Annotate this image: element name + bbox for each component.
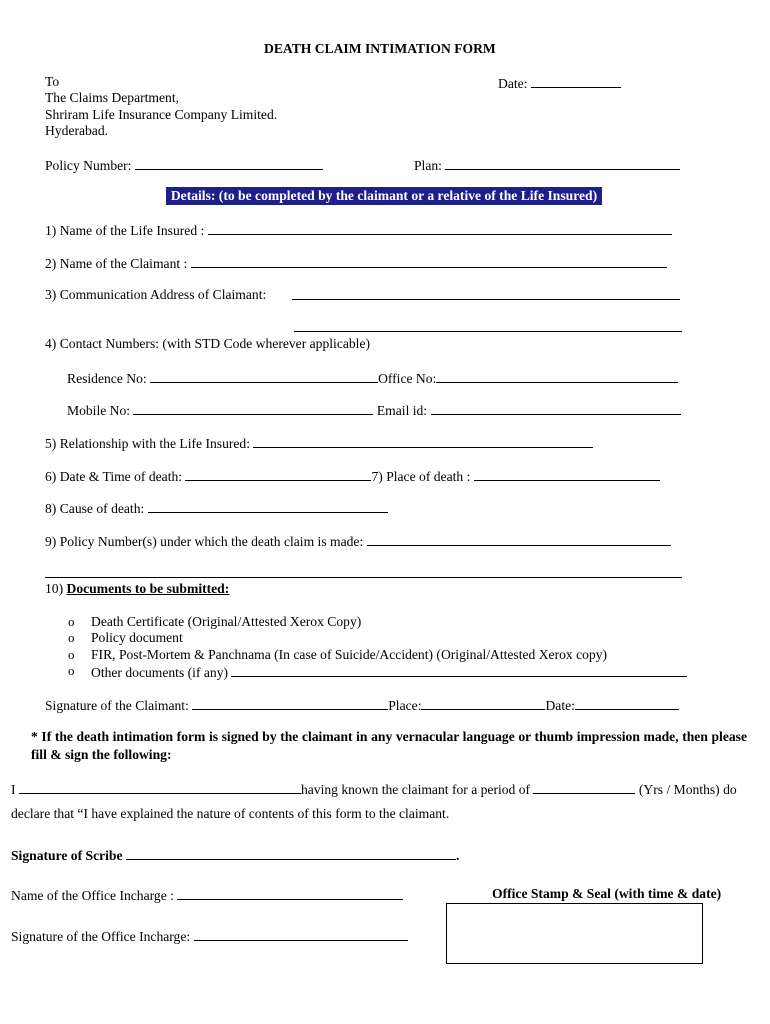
form-title: DEATH CLAIM INTIMATION FORM: [264, 41, 496, 56]
office-incharge-signature-input[interactable]: [194, 927, 408, 941]
field-contact-numbers: 4) Contact Numbers: (with STD Code wherever applicable): [45, 336, 371, 351]
death-date-input[interactable]: [185, 467, 371, 481]
claimant-signature-input[interactable]: [192, 696, 388, 710]
email-input[interactable]: [431, 401, 681, 415]
policy-number-field[interactable]: [135, 156, 323, 170]
place-label: Place:: [388, 698, 422, 713]
email-label: Email id:: [376, 403, 428, 418]
policy-numbers-label: 9) Policy Number(s) under which the death claim is made:: [45, 534, 364, 549]
residence-label: Residence No:: [67, 371, 147, 386]
death-place-label: 7) Place of death :: [371, 469, 471, 484]
document-item: Policy document: [91, 630, 183, 645]
address-to: To: [45, 74, 60, 89]
policy-number-row: [45, 156, 323, 174]
decl-i: I: [11, 782, 16, 797]
cause-label: 8) Cause of death:: [45, 501, 145, 516]
document-item: Death Certificate (Original/Attested Xerox Copy): [91, 614, 362, 629]
claimant-signature-row: [45, 696, 679, 714]
residence-row: [67, 369, 678, 387]
address-input-line-1[interactable]: [292, 299, 680, 300]
field-claimant-name: [45, 254, 667, 272]
claimant-name-input[interactable]: [191, 254, 667, 268]
field-life-insured-name: [45, 221, 672, 239]
plan-field[interactable]: [445, 156, 680, 170]
period-input[interactable]: [533, 780, 635, 794]
document-item: Other documents (if any): [91, 665, 229, 680]
bullet-icon: o: [68, 647, 75, 662]
life-insured-input[interactable]: [208, 221, 672, 235]
documents-label: Documents to be submitted:: [66, 581, 230, 596]
address-line-3: Hyderabad.: [45, 123, 109, 138]
documents-number: 10): [45, 581, 67, 596]
office-label: Office No:: [378, 371, 437, 386]
document-item: FIR, Post-Mortem & Panchnama (In case of Suicide/Accident) (Original/Attested Xerox copy): [91, 647, 608, 662]
mobile-row: [67, 401, 681, 419]
office-incharge-name-label: Name of the Office Incharge :: [11, 888, 174, 903]
scribe-signature-label: Signature of Scribe: [11, 848, 123, 863]
cause-input[interactable]: [148, 499, 388, 513]
date-row: [498, 74, 621, 92]
declaration: [11, 780, 751, 799]
office-incharge-signature-row: [11, 927, 408, 945]
policy-numbers-input-line-2[interactable]: [45, 577, 682, 578]
plan-label: Plan:: [414, 158, 442, 173]
date2-label: Date:: [545, 698, 575, 713]
mobile-label: Mobile No:: [67, 403, 131, 418]
declaration-line-2: declare that “I have explained the nature of contents of this form to the claimant.: [11, 806, 450, 821]
address-label: 3) Communication Address of Claimant:: [45, 287, 267, 302]
date2-input[interactable]: [575, 696, 679, 710]
policy-numbers-input[interactable]: [367, 532, 671, 546]
office-incharge-name-input[interactable]: [177, 886, 403, 900]
documents-heading: [45, 581, 229, 597]
death-place-input[interactable]: [474, 467, 660, 481]
scribe-name-input[interactable]: [19, 780, 301, 794]
mobile-input[interactable]: [133, 401, 373, 415]
life-insured-label: 1) Name of the Life Insured :: [45, 223, 205, 238]
decl-period: (Yrs / Months) do: [638, 782, 737, 797]
office-input[interactable]: [436, 369, 678, 383]
address-input-line-2[interactable]: [294, 331, 682, 332]
other-documents-input[interactable]: [231, 663, 687, 677]
claimant-signature-label: Signature of the Claimant:: [45, 698, 189, 713]
date-field[interactable]: [531, 74, 621, 88]
bullet-icon: o: [68, 663, 75, 678]
details-banner: Details: (to be completed by the claimant or a relative of the Life Insured): [166, 187, 602, 205]
policy-number-label: Policy Number:: [45, 158, 132, 173]
bullet-icon: o: [68, 630, 75, 645]
bullet-icon: o: [68, 614, 75, 629]
date-label: Date:: [498, 76, 528, 91]
scribe-signature-end: .: [455, 848, 460, 863]
place-input[interactable]: [421, 696, 545, 710]
relationship-input[interactable]: [253, 434, 593, 448]
field-death-date-place: [45, 467, 660, 485]
stamp-label: Office Stamp & Seal (with time & date): [492, 886, 722, 901]
scribe-signature-input[interactable]: [126, 846, 456, 860]
field-relationship: [45, 434, 593, 452]
vernacular-note: * If the death intimation form is signed by the claimant in any vernacular language or thumb impression made, then please fill & sign the following:: [31, 729, 747, 762]
office-incharge-signature-label: Signature of the Office Incharge:: [11, 929, 191, 944]
relationship-label: 5) Relationship with the Life Insured:: [45, 436, 250, 451]
field-communication-address: [45, 287, 266, 303]
death-date-label: 6) Date & Time of death:: [45, 469, 183, 484]
address-line-1: The Claims Department,: [45, 90, 180, 105]
scribe-signature-row: [11, 846, 459, 864]
decl-known: having known the claimant for a period of: [300, 782, 531, 797]
document-item-other: [91, 663, 687, 681]
claimant-name-label: 2) Name of the Claimant :: [45, 256, 188, 271]
field-cause-of-death: [45, 499, 388, 517]
stamp-box[interactable]: [446, 903, 703, 964]
field-policy-numbers: [45, 532, 671, 550]
office-incharge-name-row: [11, 886, 403, 904]
residence-input[interactable]: [150, 369, 378, 383]
address-line-2: Shriram Life Insurance Company Limited.: [45, 107, 278, 122]
plan-row: [414, 156, 680, 174]
